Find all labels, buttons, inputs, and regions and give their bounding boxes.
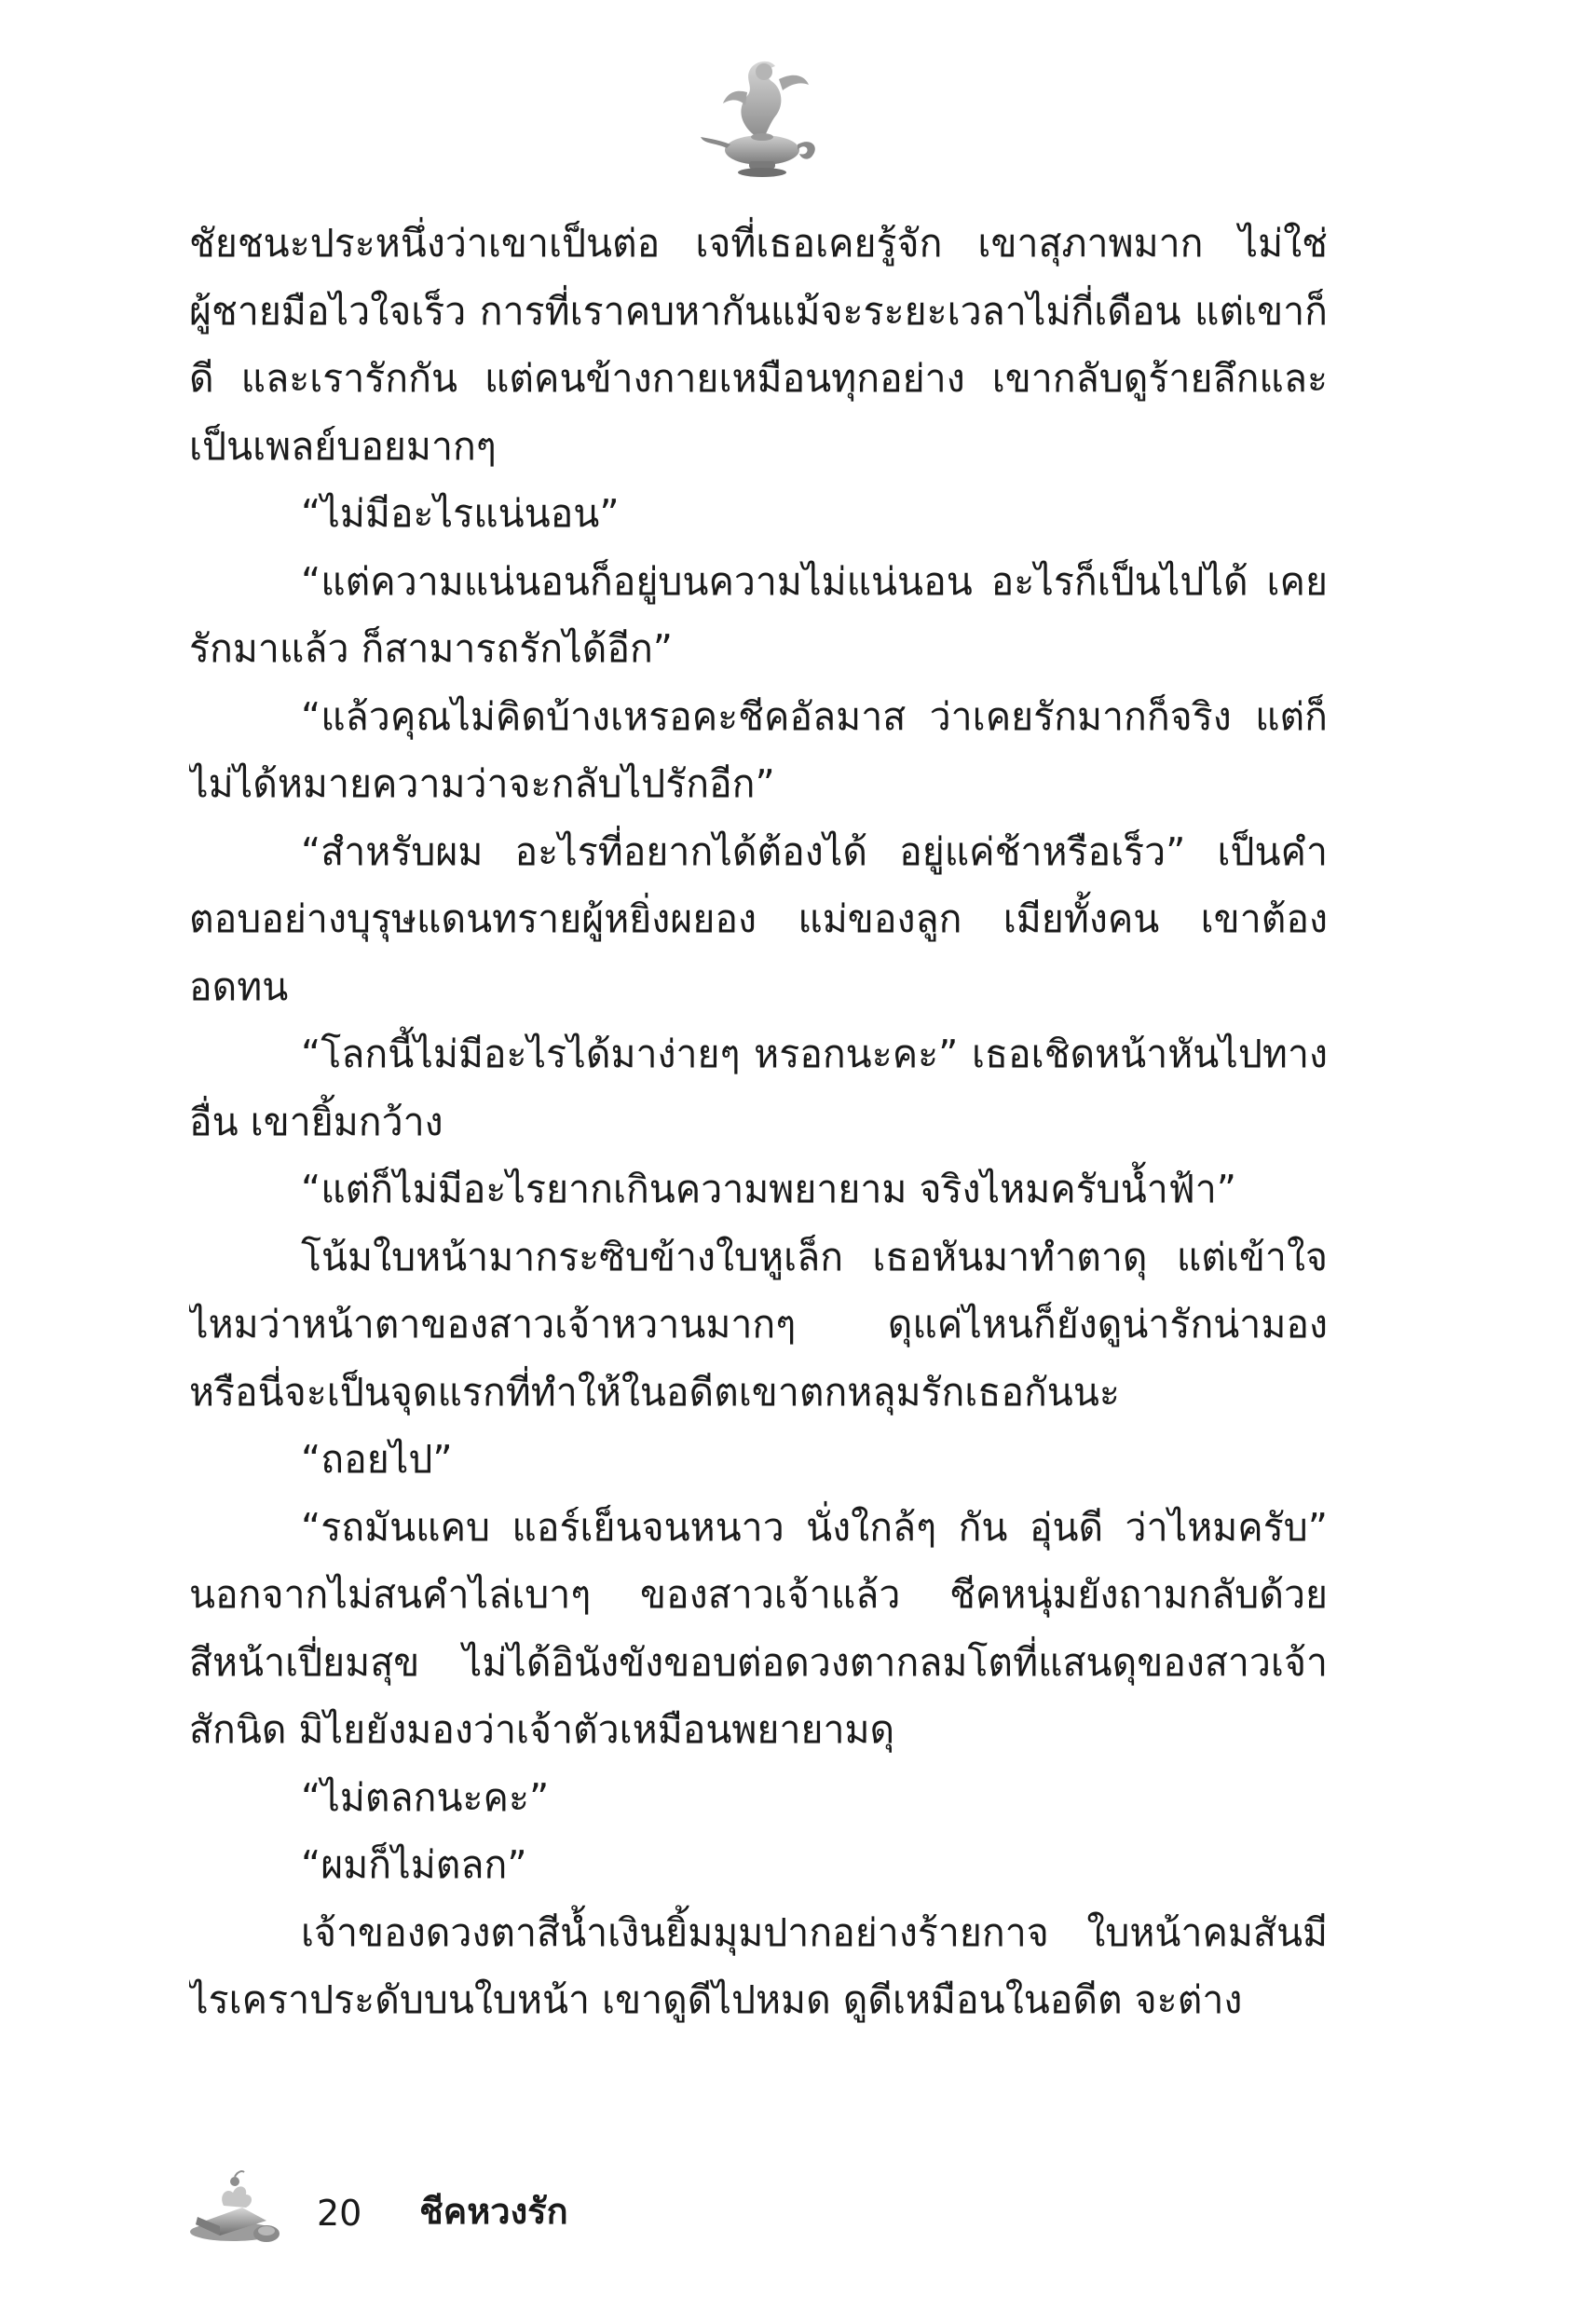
paragraph: “รถมันแคบ แอร์เย็นจนหนาว นั่งใกล้ๆ กัน อุ่นดี ว่าไหมครับ” นอกจากไม่สนคำไล่เบาๆ ของสาวเจ้าแล้ว ชีคหนุ่มยังถามกลับด้วยสีหน้าเปี่ยมสุข ไม่ได้อินังขังขอบต่อดวงตากลมโตที่แสนดุของสาวเจ้าสักนิด มิไยยังมองว่าเจ้าตัวเหมือนพยายามดุ: [189, 1504, 1328, 1752]
paragraph: “แต่ก็ไม่มีอะไรยากเกินความพยายาม จริงไหมครับน้ำฟ้า”: [301, 1167, 1237, 1211]
paragraph: “แล้วคุณไม่คิดบ้างเหรอคะชีคอัลมาส ว่าเคยรักมากก็จริง แต่ก็ไม่ได้หมายความว่าจะกลับไปรักอีก”: [189, 693, 1328, 806]
genie-lamp-icon: [689, 51, 829, 182]
page-footer: [186, 2167, 932, 2250]
paragraph: “สำหรับผม อะไรที่อยากได้ต้องได้ อยู่แค่ช้าหรือเร็ว” เป็นคำตอบอย่างบุรุษแดนทรายผู้หยิ่งผยอง แม่ของลูก เมียทั้งคน เขาต้องอดทน: [189, 828, 1328, 1009]
paragraph: “แต่ความแน่นอนก็อยู่บนความไม่แน่นอน อะไรก็เป็นไปได้ เคยรักมาแล้ว ก็สามารถรักได้อีก”: [189, 558, 1328, 671]
page-number: 20: [317, 2193, 362, 2234]
paragraph: ชัยชนะประหนึ่งว่าเขาเป็นต่อ เจที่เธอเคยรู้จัก เขาสุภาพมาก ไม่ใช่ผู้ชายมือไวใจเร็ว การที่เราคบหากันแม้จะระยะเวลาไม่กี่เดือน แต่เขาก็ดี และเรารักกัน แต่คนข้างกายเหมือนทุกอย่าง เขากลับดูร้ายลึกและเป็นเพลย์บอยมากๆ: [189, 221, 1328, 469]
page-body: [189, 210, 1328, 2129]
paragraph: โน้มใบหน้ามากระซิบข้างใบหูเล็ก เธอหันมาทำตาดุ แต่เข้าใจไหมว่าหน้าตาของสาวเจ้าหวานมากๆ ดุแค่ไหนก็ยังดูน่ารักน่ามอง หรือนี่จะเป็นจุดแรกที่ทำให้ในอดีตเขาตกหลุมรักเธอกันนะ: [189, 1234, 1328, 1415]
paragraph: “โลกนี้ไม่มีอะไรได้มาง่ายๆ หรอกนะคะ” เธอเชิดหน้าหันไปทางอื่น เขายิ้มกว้าง: [189, 1032, 1328, 1144]
paragraph: “ไม่มีอะไรแน่นอน”: [301, 491, 620, 536]
paragraph: เจ้าของดวงตาสีน้ำเงินยิ้มมุมปากอย่างร้ายกาจ ใบหน้าคมสันมีไรเคราประดับบนใบหน้า เขาดูดีไปหมด ดูดีเหมือนในอดีต จะต่าง: [189, 1909, 1328, 2022]
cake-dessert-icon: [186, 2167, 289, 2250]
paragraph: “ไม่ตลกนะคะ”: [301, 1774, 550, 1820]
book-title: ชีคหวงรัก: [419, 2191, 568, 2232]
paragraph: “ผมก็ไม่ตลก”: [301, 1842, 527, 1887]
paragraph: “ถอยไป”: [301, 1437, 453, 1482]
